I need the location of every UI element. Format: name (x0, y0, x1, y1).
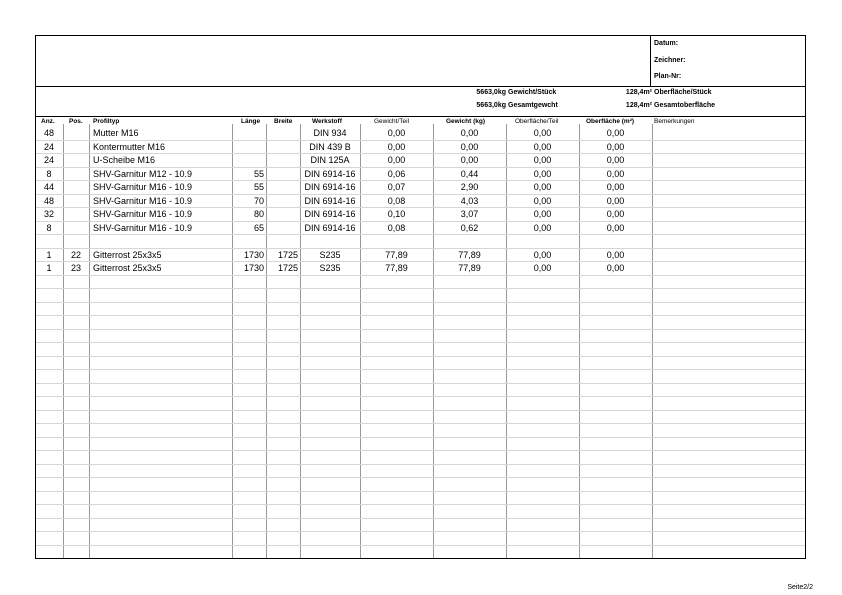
cell-laenge: 1730 (243, 249, 264, 260)
cell-werkstoff: DIN 6914-16 (304, 182, 356, 192)
col-header-werkstoff: Werkstoff (312, 118, 342, 125)
zeichner-label: Zeichner: (654, 57, 686, 64)
cell-profiltyp: SHV-Garnitur M16 - 10.9 (93, 222, 193, 233)
row-gridline (36, 531, 805, 532)
cell-oberflaeche: 0,00 (606, 263, 625, 273)
surface-total-value: 128,4m² (625, 102, 652, 109)
row-gridline (36, 342, 805, 343)
weight-total-value: 5663,0kg (476, 102, 506, 109)
page-number: Seite2/2 (787, 584, 813, 591)
cell-anz: 1 (46, 249, 52, 260)
cell-oberflaeche-teil: 0,00 (533, 141, 552, 152)
row-gridline (36, 518, 805, 519)
cell-werkstoff: S235 (319, 263, 341, 273)
cell-gewicht: 0,00 (460, 128, 479, 138)
parts-table (36, 116, 805, 558)
cell-oberflaeche-teil: 0,00 (533, 155, 552, 165)
cell-gewicht: 0,00 (460, 155, 479, 165)
cell-gewicht-teil: 0,07 (387, 182, 406, 192)
cell-oberflaeche-teil: 0,00 (533, 249, 552, 260)
cell-gewicht-teil: 0,10 (387, 209, 406, 219)
cell-werkstoff: DIN 125A (310, 155, 350, 165)
cell-werkstoff: DIN 6914-16 (304, 209, 356, 219)
cell-anz: 8 (46, 222, 52, 233)
cell-werkstoff: DIN 6914-16 (304, 222, 356, 233)
cell-gewicht: 0,00 (460, 141, 479, 152)
cell-oberflaeche: 0,00 (606, 222, 625, 233)
cell-anz: 48 (43, 195, 54, 206)
cell-anz: 32 (43, 209, 54, 219)
cell-laenge: 70 (253, 195, 264, 206)
cell-gewicht: 0,44 (460, 168, 479, 179)
cell-werkstoff: DIN 6914-16 (304, 168, 356, 179)
col-header-laenge: Länge (241, 118, 261, 125)
cell-anz: 24 (43, 155, 54, 165)
cell-oberflaeche: 0,00 (606, 249, 625, 260)
cell-gewicht-teil: 0,00 (387, 141, 406, 152)
cell-gewicht-teil: 0,00 (387, 128, 406, 138)
cell-gewicht-teil: 77,89 (385, 263, 408, 273)
cell-profiltyp: Gitterrost 25x3x5 (93, 263, 162, 273)
cell-gewicht-teil: 0,00 (387, 155, 406, 165)
title-block (36, 36, 805, 87)
row-gridline (36, 464, 805, 465)
cell-laenge: 80 (253, 209, 264, 219)
col-separator (652, 124, 653, 558)
cell-laenge: 55 (253, 182, 264, 192)
weight-total-label: Gesamtgewcht (508, 102, 558, 109)
datum-label: Datum: (654, 40, 679, 47)
cell-laenge: 1730 (243, 263, 264, 273)
cell-oberflaeche-teil: 0,00 (533, 168, 552, 179)
cell-oberflaeche: 0,00 (606, 128, 625, 138)
row-gridline (36, 302, 805, 303)
cell-anz: 48 (43, 128, 54, 138)
col-separator (63, 124, 64, 558)
row-gridline (36, 383, 805, 384)
cell-breite: 1725 (277, 249, 298, 260)
cell-werkstoff: DIN 439 B (309, 141, 351, 152)
weight-per-piece-label: Gewicht/Stück (508, 89, 557, 96)
col-header-anz: Anz. (41, 118, 55, 125)
col-header-pos: Pos. (69, 118, 83, 125)
row-gridline (36, 356, 805, 357)
cell-profiltyp: U-Scheibe M16 (93, 155, 156, 165)
cell-gewicht: 4,03 (460, 195, 479, 206)
cell-breite: 1725 (277, 263, 298, 273)
col-header-breite: Breite (274, 118, 293, 125)
cell-gewicht-teil: 0,06 (387, 168, 406, 179)
row-gridline (36, 315, 805, 316)
cell-oberflaeche: 0,00 (606, 195, 625, 206)
summary-block (36, 86, 805, 117)
cell-werkstoff: DIN 934 (313, 128, 347, 138)
parts-list-sheet (35, 35, 806, 559)
cell-oberflaeche-teil: 0,00 (533, 128, 552, 138)
cell-gewicht-teil: 77,89 (385, 249, 408, 260)
cell-oberflaeche-teil: 0,00 (533, 195, 552, 206)
surface-per-piece-label: Oberfläche/Stück (654, 89, 712, 96)
row-gridline (36, 545, 805, 546)
col-separator (266, 124, 267, 558)
cell-profiltyp: Mutter M16 (93, 128, 139, 138)
row-gridline (36, 423, 805, 424)
plan-nr-label: Plan-Nr: (654, 73, 682, 80)
col-header-oberflaeche: Oberfläche (m²) (586, 118, 635, 125)
col-header-profiltyp: Profiltyp (93, 118, 120, 125)
row-gridline (36, 437, 805, 438)
cell-profiltyp: Kontermutter M16 (93, 141, 166, 152)
row-gridline (36, 288, 805, 289)
weight-per-piece-value: 5663,0kg (476, 89, 506, 96)
cell-profiltyp: SHV-Garnitur M16 - 10.9 (93, 209, 193, 219)
cell-anz: 8 (46, 168, 52, 179)
cell-oberflaeche: 0,00 (606, 141, 625, 152)
cell-oberflaeche: 0,00 (606, 168, 625, 179)
surface-total-label: Gesamtoberfläche (654, 102, 716, 109)
cell-profiltyp: SHV-Garnitur M12 - 10.9 (93, 168, 193, 179)
cell-gewicht-teil: 0,08 (387, 195, 406, 206)
cell-profiltyp: Gitterrost 25x3x5 (93, 249, 162, 260)
cell-gewicht: 0,62 (460, 222, 479, 233)
cell-werkstoff: S235 (319, 249, 341, 260)
col-header-gewicht-teil: Gewicht/Teil (374, 118, 410, 125)
title-block-divider (650, 36, 651, 86)
cell-gewicht: 2,90 (460, 182, 479, 192)
row-gridline (36, 396, 805, 397)
cell-pos: 23 (70, 263, 81, 273)
cell-pos: 22 (70, 249, 81, 260)
col-separator (89, 124, 90, 558)
cell-anz: 44 (43, 182, 54, 192)
cell-anz: 1 (46, 263, 52, 273)
row-gridline (36, 450, 805, 451)
cell-laenge: 55 (253, 168, 264, 179)
row-gridline (36, 329, 805, 330)
cell-profiltyp: SHV-Garnitur M16 - 10.9 (93, 182, 193, 192)
row-gridline (36, 369, 805, 370)
cell-oberflaeche: 0,00 (606, 182, 625, 192)
surface-per-piece-value: 128,4m² (625, 89, 652, 96)
cell-oberflaeche-teil: 0,00 (533, 209, 552, 219)
cell-gewicht: 77,89 (458, 263, 481, 273)
row-gridline (36, 410, 805, 411)
row-gridline (36, 504, 805, 505)
cell-oberflaeche-teil: 0,00 (533, 182, 552, 192)
cell-gewicht: 3,07 (460, 209, 479, 219)
row-gridline (36, 491, 805, 492)
cell-profiltyp: SHV-Garnitur M16 - 10.9 (93, 195, 193, 206)
col-header-oberflaeche-teil: Oberfläche/Teil (515, 118, 559, 125)
cell-oberflaeche: 0,00 (606, 155, 625, 165)
col-header-bemerkungen: Bemerkungen (654, 118, 695, 125)
cell-gewicht: 77,89 (458, 249, 481, 260)
cell-laenge: 65 (253, 222, 264, 233)
cell-anz: 24 (43, 141, 54, 152)
cell-oberflaeche: 0,00 (606, 209, 625, 219)
cell-werkstoff: DIN 6914-16 (304, 195, 356, 206)
col-header-gewicht: Gewicht (kg) (446, 118, 486, 125)
cell-oberflaeche-teil: 0,00 (533, 263, 552, 273)
row-gridline (36, 477, 805, 478)
cell-oberflaeche-teil: 0,00 (533, 222, 552, 233)
cell-gewicht-teil: 0,08 (387, 222, 406, 233)
